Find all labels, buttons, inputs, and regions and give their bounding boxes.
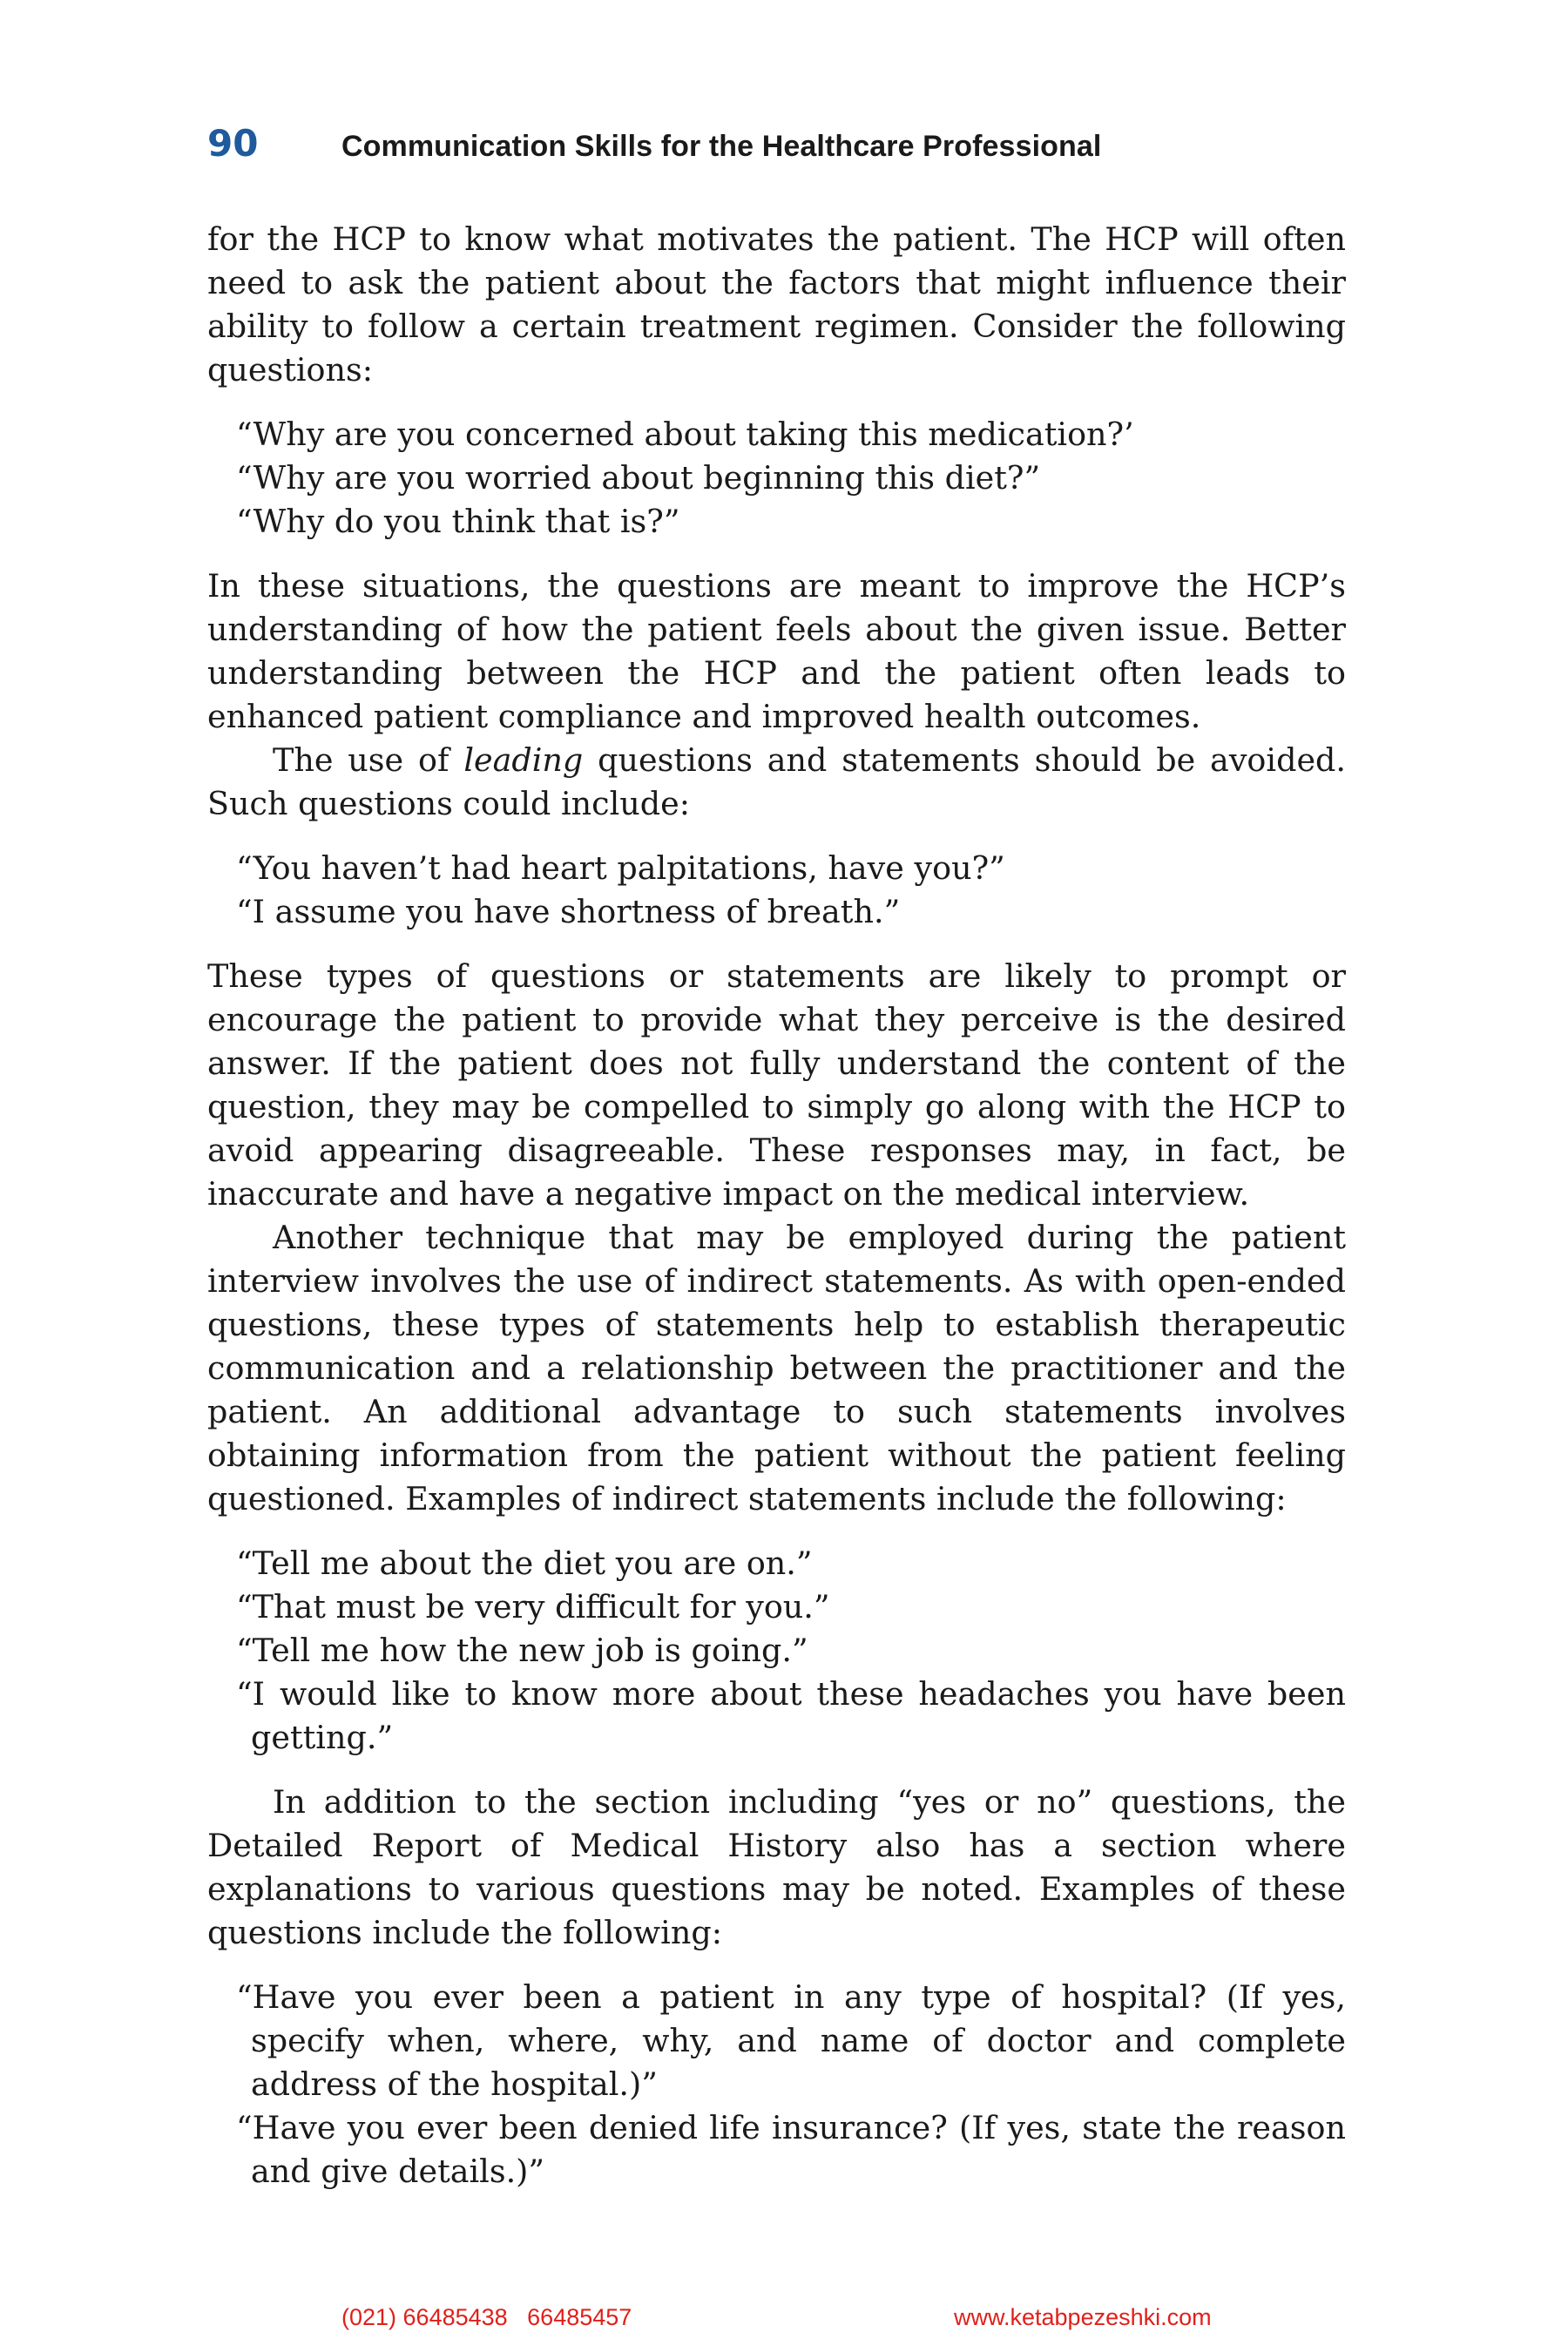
quote-list (207, 847, 1346, 934)
text-run: questions and statements should be avoided. Such questions could include: (207, 741, 1347, 822)
quote-line: “Why are you concerned about taking this medication?’ (236, 416, 1134, 453)
quote-line: “Why are you worried about beginning this diet?” (236, 459, 1041, 497)
paragraph (207, 739, 1346, 826)
paragraph: These types of questions or statements are likely to prompt or encourage the patient to provide what they perceive is the desired answer. If the patient does not fully understand the content of the question, they may be compelled to simply go along with the HCP to avoid appearing disagreeable. These responses may, in fact, be inaccurate and have a negative impact on the medical interview. (207, 957, 1346, 1213)
quote-list (207, 413, 1346, 544)
quote-line: “You haven’t had heart palpitations, have you?” (236, 849, 1005, 887)
quote-line: “I assume you have shortness of breath.” (236, 893, 901, 930)
quote-line: “That must be very difficult for you.” (236, 1588, 830, 1625)
footer-website: www.ketabpezeshki.com (954, 2304, 1212, 2330)
emphasis-text: leading (463, 741, 584, 779)
quote-line: “Have you ever been denied life insurance? (If yes, state the reason and give details.)” (236, 2109, 1346, 2190)
paragraph: for the HCP to know what motivates the patient. The HCP will often need to ask the patient about the factors that might influence their ability to follow a certain treatment regimen. Consider the following questions: (207, 220, 1346, 389)
quote-line: “Why do you think that is?” (236, 503, 680, 540)
paragraph: In addition to the section including “yes or no” questions, the Detailed Report of Medical History also has a section where explanations to various questions may be noted. Examples of these questions include the following: (207, 1783, 1346, 1951)
paragraph: In these situations, the questions are meant to improve the HCP’s understanding of how the patient feels about the given issue. Better understanding between the HCP and the patient often leads to enhanced patient compliance and improved health outcomes. (207, 567, 1346, 735)
quote-line: “I would like to know more about these headaches you have been getting.” (236, 1675, 1346, 1756)
footer-phone: (021) 66485438 66485457 (341, 2304, 632, 2330)
quote-line: “Tell me how the new job is going.” (236, 1632, 808, 1669)
page-header (207, 122, 1101, 171)
body-text (207, 218, 1346, 2214)
quote-line: “Tell me about the diet you are on.” (236, 1544, 813, 1582)
page-number: 90 (207, 122, 259, 165)
paragraph: Another technique that may be employed during the patient interview involves the use of indirect statements. As with open-ended questions, these types of statements help to establish therapeutic communication and a relationship between the practitioner and the patient. An additional advantage to such statements involves obtaining information from the patient without the patient feeling questioned. Examples of indirect statements include the following: (207, 1219, 1346, 1517)
text-run: The use of (273, 741, 449, 779)
running-title: Communication Skills for the Healthcare Professional (341, 130, 1102, 163)
quote-line: “Have you ever been a patient in any type of hospital? (If yes, specify when, where, why, and name of doctor and complete address of the hospital.)” (236, 1978, 1346, 2103)
quote-list (207, 1976, 1346, 2193)
quote-list (207, 1542, 1346, 1760)
